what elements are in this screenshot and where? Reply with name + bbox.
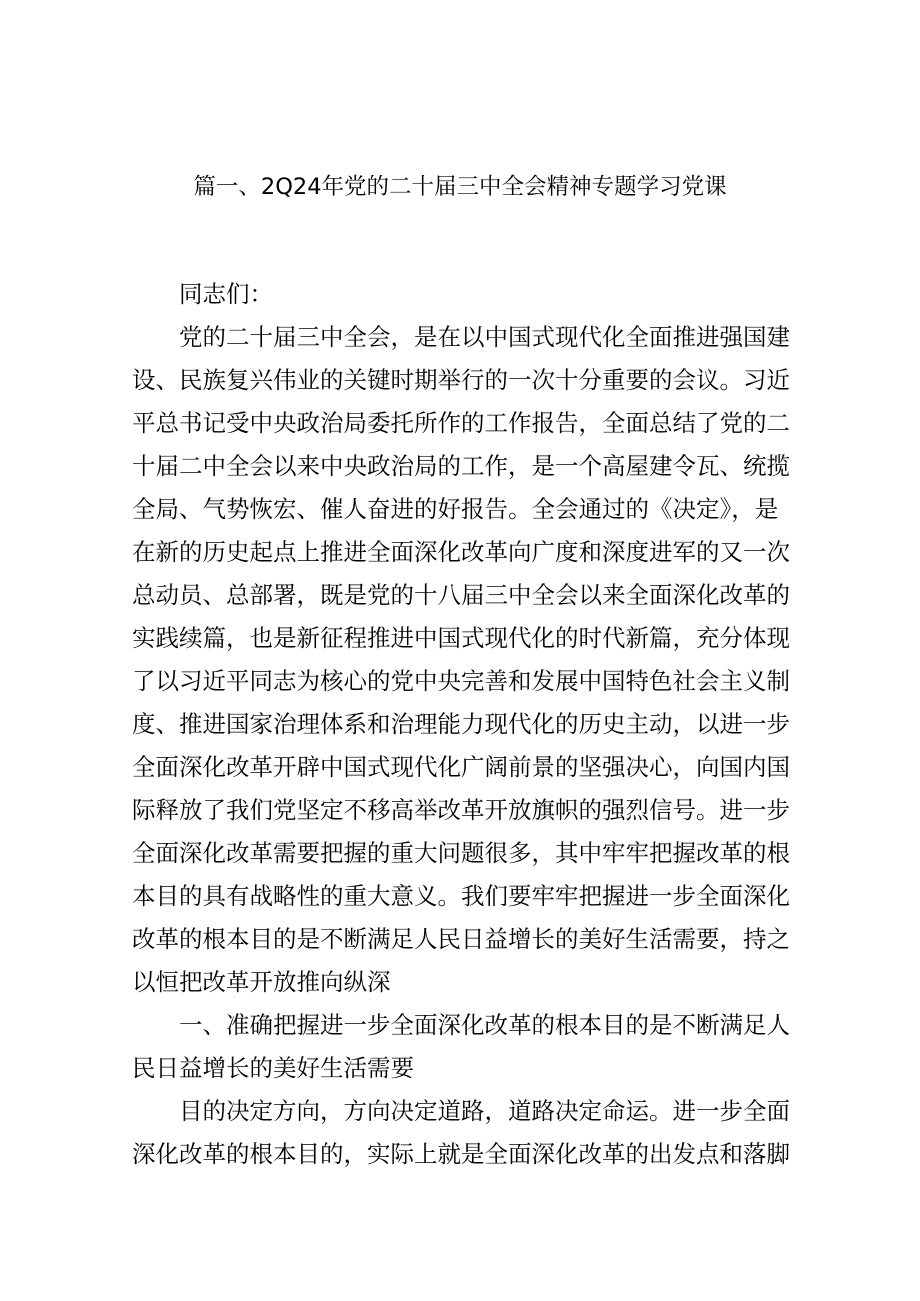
paragraph-line: 全面深化改革需要把握的重大问题很多，其中牢牢把握改革的根 — [132, 839, 790, 867]
paragraph-line: 本目的具有战略性的重大意义。我们要牢牢把握进一步全面深化 — [132, 882, 790, 910]
section-heading-line: 一、准确把握进一步全面深化改革的根本目的是不断满足人 — [179, 1011, 790, 1039]
paragraph-line: 深化改革的根本目的，实际上就是全面深化改革的出发点和落脚 — [132, 1140, 790, 1168]
document-title: 篇一、2Q24年党的二十届三中全会精神专题学习党课 — [193, 174, 727, 200]
paragraph-line: 平总书记受中央政治局委托所作的工作报告，全面总结了党的二 — [132, 409, 790, 437]
paragraph-line: 十届二中全会以来中央政治局的工作，是一个高屋建令瓦、统揽 — [132, 452, 790, 480]
paragraph-line: 全局、气势恢宏、催人奋进的好报告。全会通过的《决定》，是 — [132, 495, 779, 523]
paragraph-line: 党的二十届三中全会，是在以中国式现代化全面推进强国建 — [179, 323, 790, 351]
salutation-line: 同志们： — [179, 280, 273, 308]
paragraph-line: 以恒把改革开放推向纵深 — [132, 968, 391, 996]
paragraph-line: 了以习近平同志为核心的党中央完善和发展中国特色社会主义制 — [132, 667, 790, 695]
paragraph-line: 设、民族复兴伟业的关键时期举行的一次十分重要的会议。习近 — [132, 366, 790, 394]
document-body — [132, 273, 792, 1176]
section-heading-line: 民日益增长的美好生活需要 — [132, 1054, 414, 1082]
paragraph-line: 在新的历史起点上推进全面深化改革向广度和深度进军的又一次 — [132, 538, 790, 566]
paragraph-line: 际释放了我们党坚定不移高举改革开放旗帜的强烈信号。进一步 — [132, 796, 790, 824]
paragraph-line: 改革的根本目的是不断满足人民日益增长的美好生活需要，持之 — [132, 925, 790, 953]
paragraph-line: 目的决定方向，方向决定道路，道路决定命运。进一步全面 — [179, 1097, 790, 1125]
paragraph-line: 全面深化改革开辟中国式现代化广阔前景的坚强决心，向国内国 — [132, 753, 790, 781]
paragraph-line: 总动员、总部署，既是党的十八届三中全会以来全面深化改革的 — [132, 581, 790, 609]
paragraph-line: 度、推进国家治理体系和治理能力现代化的历史主动，以进一步 — [132, 710, 790, 738]
paragraph-line: 实践续篇，也是新征程推进中国式现代化的时代新篇，充分体现 — [132, 624, 790, 652]
